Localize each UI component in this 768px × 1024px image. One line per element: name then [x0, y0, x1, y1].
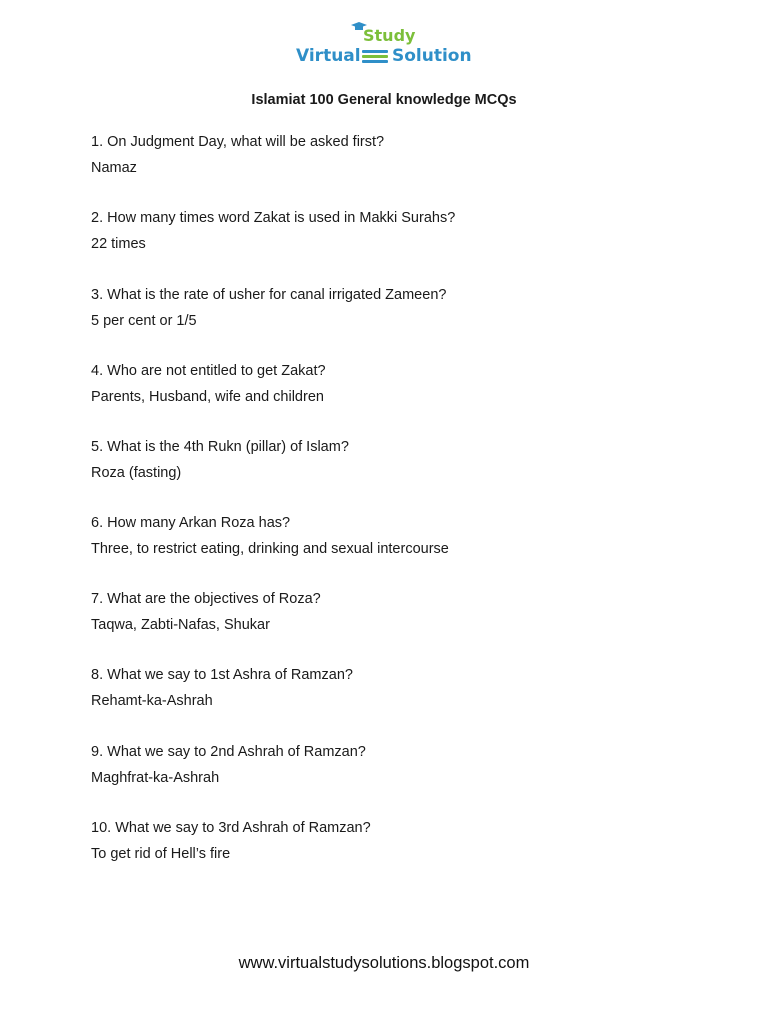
- answer: 5 per cent or 1/5: [91, 313, 197, 329]
- footer-url: www.virtualstudysolutions.blogspot.com: [238, 954, 530, 972]
- question-number: 7: [91, 591, 100, 607]
- qa-item: [91, 586, 731, 638]
- question-text: . Who are not entitled to get Zakat?: [99, 363, 326, 379]
- answer: Namaz: [91, 160, 137, 176]
- question-number: 5: [91, 439, 100, 455]
- qa-item: [91, 739, 731, 791]
- question-text: . What are the objectives of Roza?: [99, 591, 321, 607]
- question-text: . What we say to 2nd Ashrah of Ramzan?: [99, 744, 366, 760]
- question: [91, 205, 731, 231]
- question: [91, 358, 731, 384]
- question-number: 2: [91, 210, 100, 226]
- qa-item: [91, 510, 731, 562]
- qa-item: [91, 129, 731, 181]
- question-text: . What we say to 3rd Ashrah of Ramzan?: [107, 820, 371, 836]
- book-stack-icon: [362, 50, 388, 64]
- question-number: 3: [91, 287, 100, 303]
- question: [91, 739, 731, 765]
- question-text: . On Judgment Day, what will be asked first?: [99, 134, 385, 150]
- question-number: 4: [91, 363, 100, 379]
- qa-item: [91, 358, 731, 410]
- qa-item: [91, 662, 731, 714]
- question: [91, 662, 731, 688]
- question-text: . What is the rate of usher for canal irrigated Zameen?: [99, 287, 447, 303]
- question-number: 10: [91, 820, 108, 836]
- question-number: 6: [91, 515, 100, 531]
- question: [91, 434, 731, 460]
- question-text: . How many times word Zakat is used in Makki Surahs?: [99, 210, 456, 226]
- site-logo: [296, 22, 476, 72]
- answer: Three, to restrict eating, drinking and sexual intercourse: [91, 541, 449, 557]
- qa-item: [91, 434, 731, 486]
- answer: Roza (fasting): [91, 465, 182, 481]
- qa-item: [91, 205, 731, 257]
- answer: Rehamt-ka-Ashrah: [91, 693, 213, 709]
- question-number: 9: [91, 744, 100, 760]
- logo-word-study: Study: [363, 26, 416, 45]
- question: [91, 815, 731, 841]
- question: [91, 129, 731, 155]
- logo-word-virtual: Virtual: [296, 46, 361, 66]
- question: [91, 586, 731, 612]
- question: [91, 510, 731, 536]
- question-text: . What we say to 1st Ashra of Ramzan?: [99, 667, 353, 683]
- question-text: . How many Arkan Roza has?: [99, 515, 291, 531]
- answer: Maghfrat-ka-Ashrah: [91, 770, 220, 786]
- question-text: . What is the 4th Rukn (pillar) of Islam?: [99, 439, 349, 455]
- question-number: 8: [91, 667, 100, 683]
- answer: Parents, Husband, wife and children: [91, 389, 324, 405]
- answer: Taqwa, Zabti-Nafas, Shukar: [91, 617, 270, 633]
- question: [91, 282, 731, 308]
- page-title: Islamiat 100 General knowledge MCQs: [251, 92, 517, 108]
- answer: 22 times: [91, 236, 146, 252]
- qa-item: [91, 815, 731, 867]
- question-number: 1: [91, 134, 100, 150]
- logo-word-solution: Solution: [392, 46, 472, 66]
- qa-item: [91, 282, 731, 334]
- answer: To get rid of Hell’s fire: [91, 846, 231, 862]
